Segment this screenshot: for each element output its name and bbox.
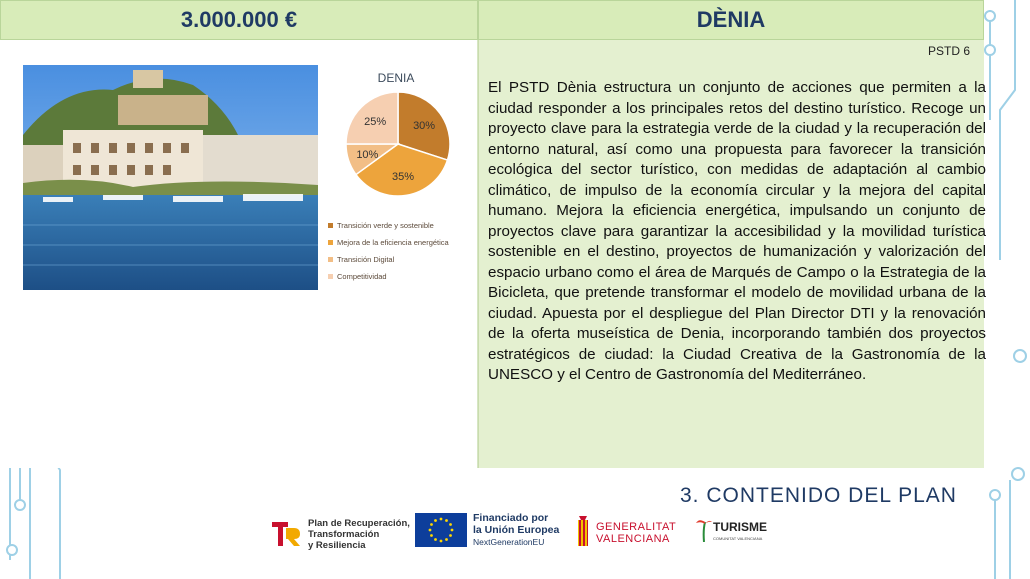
tr-line-2: Transformación xyxy=(308,528,380,540)
legend-swatch xyxy=(328,257,333,262)
pie-data-label: 30% xyxy=(413,120,436,133)
tr-logo-icon xyxy=(270,518,302,550)
legend-label: Competitividad xyxy=(337,272,387,281)
destination-header xyxy=(478,0,984,40)
tr-line-3: y Resiliencia xyxy=(308,539,366,551)
gv-line-1: GENERALITAT xyxy=(596,521,677,533)
gv-line-2: VALENCIANA xyxy=(596,533,670,545)
legend-swatch xyxy=(328,240,333,245)
turisme-name: TURISME xyxy=(713,519,767,534)
eu-line-2: la Unión Europea xyxy=(473,524,560,536)
chart-title: DENIA xyxy=(377,71,415,85)
pie-data-label: 10% xyxy=(356,148,379,161)
amount-header xyxy=(0,0,478,40)
recovery-plan-logo xyxy=(270,514,410,554)
legend-item xyxy=(328,251,449,268)
legend-item xyxy=(328,217,449,234)
legend-label: Transición verde y sostenible xyxy=(337,221,434,230)
legend-item xyxy=(328,268,449,285)
pie-data-label: 35% xyxy=(392,170,415,183)
legend-label: Transición Digital xyxy=(337,255,395,264)
legend-label: Mejora de la eficiencia energética xyxy=(337,238,449,247)
section-title: 3. CONTENIDO DEL PLAN xyxy=(680,484,957,507)
eu-sub: NextGenerationEU xyxy=(473,537,545,547)
destination-text: DÈNIA xyxy=(696,7,766,32)
eu-flag-icon xyxy=(415,513,467,547)
pstd-code: PSTD 6 xyxy=(927,44,970,58)
turisme-sub: COMUNITAT VALENCIANA xyxy=(713,535,763,541)
legend-swatch xyxy=(328,223,333,228)
pie-chart xyxy=(326,65,476,285)
denia-photo xyxy=(23,65,318,290)
turisme-logo xyxy=(695,516,767,542)
sponsor-logos xyxy=(270,510,830,560)
amount-text: 3.000.000 € xyxy=(180,7,298,32)
description-panel xyxy=(478,40,984,468)
legend-item xyxy=(328,234,449,251)
legend-swatch xyxy=(328,274,333,279)
pie-data-label: 25% xyxy=(364,116,387,129)
description-text: El PSTD Dènia estructura un conjunto de acciones que permiten a la ciudad responder a los principales retos del destino turístico. Recoge un proyecto clave para la estrategia verde de la ciudad y la recuperación del entorno natural, así como una propuesta para favorecer la transición ecológica del sector turístico, con medidas de adaptación al cambio climático, de impulso de la economía circular y la mejora del capital humano. Mejora la eficiencia energética, impulsando un conjunto de proyectos clave para garantizar la accesibilidad y la movilidad turística sostenible en el destino, proyectos de humanización y valorización del espacio urbano como el área de Marqués de Campo o la Estrategia de la Bicicleta, que pretende transformar el modelo de movilidad urbana de la ciudad. Apuesta por el despliegue del Plan Director DTI y la renovación de la oferta museística de Denia, incorporando también dos proyectos estratégicos de ciudad: la Ciudad Creativa de la Gastronomía de la UNESCO y el Centro de Gastronomía del Mediterráneo. xyxy=(488,79,986,383)
tr-line-1: Plan de Recuperación, xyxy=(308,517,410,529)
eu-line-1: Financiado por xyxy=(473,512,549,524)
chart-legend xyxy=(328,217,449,285)
generalitat-logo xyxy=(575,514,676,552)
eu-logo xyxy=(415,512,559,548)
turisme-logo-icon xyxy=(695,516,713,542)
pie-chart-svg xyxy=(326,87,476,227)
gv-shield-icon xyxy=(575,514,591,552)
